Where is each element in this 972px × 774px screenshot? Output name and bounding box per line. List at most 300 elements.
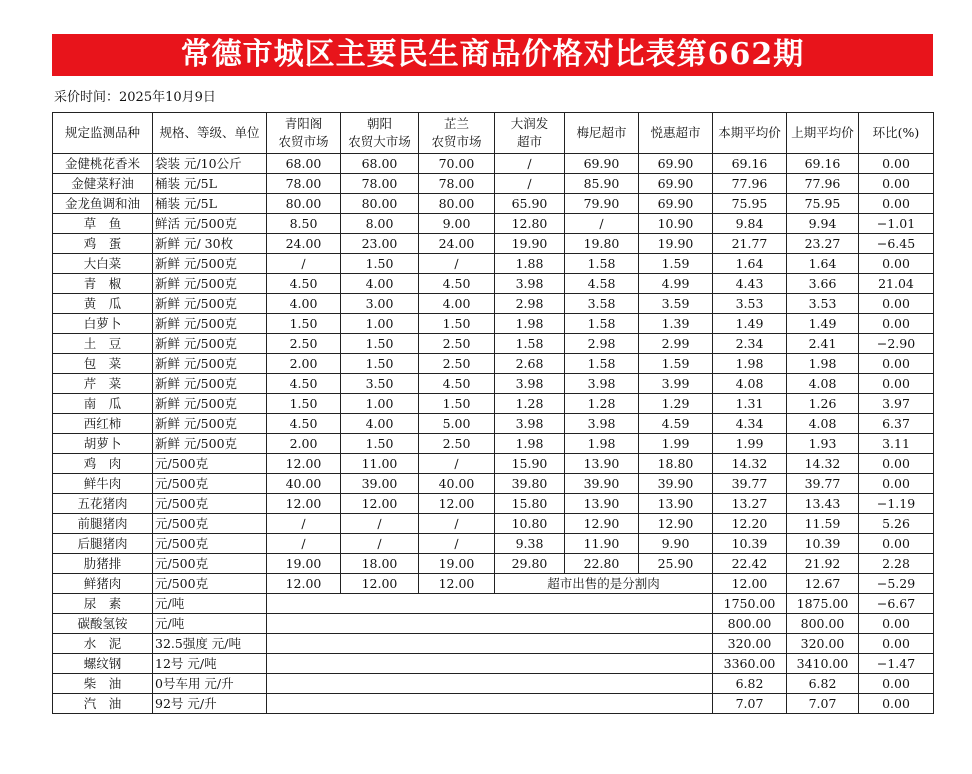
empty-cell [267, 594, 713, 614]
table-cell: 12.90 [565, 514, 639, 534]
table-cell: 3.59 [639, 294, 713, 314]
table-cell: 2.00 [267, 434, 341, 454]
table-cell: 1.98 [495, 434, 565, 454]
table-cell: 2.00 [267, 354, 341, 374]
table-cell: 80.00 [267, 194, 341, 214]
table-cell: 4.50 [419, 374, 495, 394]
table-cell: 1.26 [787, 394, 859, 414]
table-cell: 5.26 [859, 514, 934, 534]
table-cell: ∕ [419, 534, 495, 554]
table-cell: 77.96 [713, 174, 787, 194]
table-cell: 1.29 [639, 394, 713, 414]
table-cell: 1.88 [495, 254, 565, 274]
item-name: 后腿猪肉 [53, 534, 153, 554]
table-cell: 14.32 [713, 454, 787, 474]
column-header: 上期平均价 [787, 113, 859, 154]
table-cell: 1.58 [565, 354, 639, 374]
table-cell: 39.77 [787, 474, 859, 494]
table-cell: 3.11 [859, 434, 934, 454]
table-cell: 1.59 [639, 254, 713, 274]
table-cell: 65.90 [495, 194, 565, 214]
table-cell: 4.50 [267, 274, 341, 294]
table-cell: 2.50 [419, 354, 495, 374]
table-cell: 39.77 [713, 474, 787, 494]
table-cell: 19.00 [267, 554, 341, 574]
table-row [53, 514, 934, 534]
table-cell: 0.00 [859, 534, 934, 554]
table-cell: 9.90 [639, 534, 713, 554]
table-cell: 11.59 [787, 514, 859, 534]
column-header: 朝阳 农贸大市场 [341, 113, 419, 154]
item-name: 鲜牛肉 [53, 474, 153, 494]
table-cell: 80.00 [341, 194, 419, 214]
table-cell: 92号 元/升 [153, 694, 267, 714]
table-cell: 1.28 [565, 394, 639, 414]
table-cell: 2.34 [713, 334, 787, 354]
table-cell: 21.77 [713, 234, 787, 254]
table-cell: 7.07 [787, 694, 859, 714]
table-cell: 12.00 [341, 494, 419, 514]
table-cell: 13.90 [565, 454, 639, 474]
table-cell: −5.29 [859, 574, 934, 594]
table-cell: ∕ [495, 154, 565, 174]
table-row [53, 554, 934, 574]
table-cell: 6.37 [859, 414, 934, 434]
table-cell: 9.38 [495, 534, 565, 554]
table-cell: 元/500克 [153, 514, 267, 534]
table-cell: 2.50 [419, 334, 495, 354]
table-cell: 1.99 [639, 434, 713, 454]
price-table [52, 112, 934, 714]
table-cell: 69.90 [639, 154, 713, 174]
table-cell: 69.16 [787, 154, 859, 174]
item-name: 芹 菜 [53, 374, 153, 394]
table-cell: 79.90 [565, 194, 639, 214]
table-cell: 1.98 [565, 434, 639, 454]
table-cell: 新鲜 元/500克 [153, 394, 267, 414]
table-cell: 21.04 [859, 274, 934, 294]
table-cell: 1.58 [495, 334, 565, 354]
table-cell: 元/500克 [153, 534, 267, 554]
table-cell: 2.41 [787, 334, 859, 354]
item-name: 大白菜 [53, 254, 153, 274]
table-cell: 39.90 [639, 474, 713, 494]
table-row [53, 614, 934, 634]
table-cell: 40.00 [419, 474, 495, 494]
table-cell: 18.80 [639, 454, 713, 474]
item-name: 柴 油 [53, 674, 153, 694]
column-header: 悦惠超市 [639, 113, 713, 154]
empty-cell [267, 654, 713, 674]
table-cell: 2.99 [639, 334, 713, 354]
table-cell: 0.00 [859, 374, 934, 394]
supermarket-note: 超市出售的是分割肉 [495, 574, 713, 594]
table-cell: 22.42 [713, 554, 787, 574]
item-name: 螺纹钢 [53, 654, 153, 674]
column-header: 梅尼超市 [565, 113, 639, 154]
table-cell: −6.45 [859, 234, 934, 254]
table-cell: 8.50 [267, 214, 341, 234]
item-name: 金健菜籽油 [53, 174, 153, 194]
table-cell: 6.82 [713, 674, 787, 694]
table-cell: 22.80 [565, 554, 639, 574]
table-cell: ∕ [495, 174, 565, 194]
table-cell: 2.50 [419, 434, 495, 454]
table-cell: 12.00 [419, 494, 495, 514]
table-cell: 1.98 [495, 314, 565, 334]
table-cell: 7.07 [713, 694, 787, 714]
table-cell: ∕ [341, 514, 419, 534]
table-cell: 1.64 [787, 254, 859, 274]
table-cell: ∕ [565, 214, 639, 234]
table-cell: 1.93 [787, 434, 859, 454]
table-cell: 3.66 [787, 274, 859, 294]
table-cell: −1.01 [859, 214, 934, 234]
table-cell: 袋装 元/10公斤 [153, 154, 267, 174]
table-cell: 3.58 [565, 294, 639, 314]
table-cell: 9.94 [787, 214, 859, 234]
table-cell: 12.00 [341, 574, 419, 594]
table-cell: 1.50 [341, 354, 419, 374]
table-cell: 24.00 [267, 234, 341, 254]
table-cell: 3.98 [495, 374, 565, 394]
table-cell: 14.32 [787, 454, 859, 474]
column-header: 环比(%) [859, 113, 934, 154]
table-row [53, 494, 934, 514]
table-cell: 77.96 [787, 174, 859, 194]
table-cell: 0.00 [859, 674, 934, 694]
item-name: 金龙鱼调和油 [53, 194, 153, 214]
table-cell: 4.34 [713, 414, 787, 434]
item-name: 南 瓜 [53, 394, 153, 414]
table-cell: 元/500克 [153, 454, 267, 474]
table-row [53, 654, 934, 674]
table-cell: 1.50 [267, 314, 341, 334]
table-cell: −1.19 [859, 494, 934, 514]
table-cell: 18.00 [341, 554, 419, 574]
table-cell: 0.00 [859, 354, 934, 374]
table-cell: 1.39 [639, 314, 713, 334]
table-cell: 10.39 [787, 534, 859, 554]
column-header: 规定监测品种 [53, 113, 153, 154]
table-cell: ∕ [341, 534, 419, 554]
table-cell: 新鲜 元/500克 [153, 414, 267, 434]
table-cell: 1.58 [565, 314, 639, 334]
table-cell: 1.50 [267, 394, 341, 414]
table-cell: 5.00 [419, 414, 495, 434]
table-cell: 19.80 [565, 234, 639, 254]
table-cell: 13.43 [787, 494, 859, 514]
table-cell: ∕ [267, 514, 341, 534]
item-name: 白萝卜 [53, 314, 153, 334]
table-cell: 13.27 [713, 494, 787, 514]
table-cell: 10.90 [639, 214, 713, 234]
table-cell: 1.28 [495, 394, 565, 414]
table-cell: 3410.00 [787, 654, 859, 674]
table-cell: 1.50 [419, 394, 495, 414]
column-header: 青阳阁 农贸市场 [267, 113, 341, 154]
table-cell: 1.31 [713, 394, 787, 414]
item-name: 包 菜 [53, 354, 153, 374]
table-cell: 2.28 [859, 554, 934, 574]
table-cell: 12.00 [267, 574, 341, 594]
empty-cell [267, 614, 713, 634]
table-cell: 0.00 [859, 314, 934, 334]
table-cell: 69.90 [639, 194, 713, 214]
table-cell: 15.80 [495, 494, 565, 514]
item-name: 尿 素 [53, 594, 153, 614]
table-row [53, 194, 934, 214]
header-row [53, 113, 934, 154]
table-cell: 新鲜 元/500克 [153, 334, 267, 354]
table-row [53, 254, 934, 274]
table-cell: 0.00 [859, 294, 934, 314]
item-name: 肋猪排 [53, 554, 153, 574]
table-cell: 4.08 [787, 414, 859, 434]
table-cell: 69.90 [639, 174, 713, 194]
table-row [53, 434, 934, 454]
table-row [53, 534, 934, 554]
table-cell: 80.00 [419, 194, 495, 214]
item-name: 五花猪肉 [53, 494, 153, 514]
table-cell: 800.00 [787, 614, 859, 634]
table-cell: ∕ [419, 454, 495, 474]
table-cell: 24.00 [419, 234, 495, 254]
table-cell: 75.95 [787, 194, 859, 214]
table-cell: 0号车用 元/升 [153, 674, 267, 694]
table-cell: 4.99 [639, 274, 713, 294]
table-cell: 新鲜 元/ 30枚 [153, 234, 267, 254]
table-cell: 元/吨 [153, 594, 267, 614]
table-cell: 1.00 [341, 394, 419, 414]
item-name: 黄 瓜 [53, 294, 153, 314]
table-cell: 68.00 [267, 154, 341, 174]
item-name: 青 椒 [53, 274, 153, 294]
table-cell: 8.00 [341, 214, 419, 234]
table-cell: 3.53 [713, 294, 787, 314]
table-cell: 39.90 [565, 474, 639, 494]
table-cell: 19.90 [639, 234, 713, 254]
table-cell: 元/500克 [153, 554, 267, 574]
table-cell: 1.99 [713, 434, 787, 454]
table-cell: 19.90 [495, 234, 565, 254]
table-row [53, 674, 934, 694]
table-row [53, 314, 934, 334]
table-cell: 3.98 [565, 374, 639, 394]
table-cell: 0.00 [859, 254, 934, 274]
table-cell: 1.50 [419, 314, 495, 334]
table-row [53, 374, 934, 394]
table-cell: 0.00 [859, 614, 934, 634]
table-cell: 元/吨 [153, 614, 267, 634]
table-cell: 新鲜 元/500克 [153, 314, 267, 334]
table-cell: 2.98 [495, 294, 565, 314]
table-cell: 1750.00 [713, 594, 787, 614]
item-name: 金健桃花香米 [53, 154, 153, 174]
table-cell: 1.64 [713, 254, 787, 274]
table-cell: 新鲜 元/500克 [153, 254, 267, 274]
table-cell: 78.00 [267, 174, 341, 194]
table-row [53, 394, 934, 414]
table-row [53, 574, 934, 594]
item-name: 胡萝卜 [53, 434, 153, 454]
table-cell: 4.08 [713, 374, 787, 394]
table-cell: 4.50 [267, 414, 341, 434]
table-cell: 12.00 [713, 574, 787, 594]
table-cell: 19.00 [419, 554, 495, 574]
table-cell: 32.5强度 元/吨 [153, 634, 267, 654]
table-cell: 69.90 [565, 154, 639, 174]
table-cell: −2.90 [859, 334, 934, 354]
table-cell: 12.80 [495, 214, 565, 234]
table-cell: 1.50 [341, 334, 419, 354]
item-name: 碳酸氢铵 [53, 614, 153, 634]
table-cell: ∕ [419, 254, 495, 274]
table-row [53, 634, 934, 654]
table-cell: 12号 元/吨 [153, 654, 267, 674]
table-cell: 0.00 [859, 474, 934, 494]
table-cell: 1.50 [341, 434, 419, 454]
table-cell: 12.90 [639, 514, 713, 534]
table-row [53, 174, 934, 194]
table-cell: 12.20 [713, 514, 787, 534]
table-cell: 3360.00 [713, 654, 787, 674]
table-row [53, 594, 934, 614]
column-header: 本期平均价 [713, 113, 787, 154]
table-cell: 2.98 [565, 334, 639, 354]
item-name: 水 泥 [53, 634, 153, 654]
table-cell: 3.97 [859, 394, 934, 414]
table-cell: 75.95 [713, 194, 787, 214]
page-title: 常德市城区主要民生商品价格对比表第662期 [52, 34, 933, 76]
table-cell: 0.00 [859, 154, 934, 174]
table-cell: 11.90 [565, 534, 639, 554]
table-cell: 3.98 [495, 414, 565, 434]
table-cell: 0.00 [859, 174, 934, 194]
table-cell: 4.43 [713, 274, 787, 294]
table-row [53, 474, 934, 494]
table-cell: 13.90 [639, 494, 713, 514]
table-cell: 1.98 [787, 354, 859, 374]
table-cell: 40.00 [267, 474, 341, 494]
table-cell: 12.00 [419, 574, 495, 594]
table-cell: 桶装 元/5L [153, 194, 267, 214]
table-cell: 新鲜 元/500克 [153, 294, 267, 314]
table-cell: 68.00 [341, 154, 419, 174]
table-cell: ∕ [267, 534, 341, 554]
table-cell: −1.47 [859, 654, 934, 674]
table-cell: 12.67 [787, 574, 859, 594]
table-cell: 1.00 [341, 314, 419, 334]
empty-cell [267, 634, 713, 654]
table-row [53, 274, 934, 294]
table-cell: ∕ [267, 254, 341, 274]
item-name: 鸡 蛋 [53, 234, 153, 254]
table-row [53, 154, 934, 174]
table-cell: 4.59 [639, 414, 713, 434]
table-cell: 4.50 [419, 274, 495, 294]
table-cell: 13.90 [565, 494, 639, 514]
table-cell: 4.00 [267, 294, 341, 314]
table-cell: 39.00 [341, 474, 419, 494]
table-cell: ∕ [419, 514, 495, 534]
table-row [53, 354, 934, 374]
table-cell: 800.00 [713, 614, 787, 634]
table-cell: 2.68 [495, 354, 565, 374]
table-row [53, 234, 934, 254]
table-cell: 9.84 [713, 214, 787, 234]
column-header: 规格、等级、单位 [153, 113, 267, 154]
table-row [53, 414, 934, 434]
table-cell: 320.00 [787, 634, 859, 654]
table-cell: 1875.00 [787, 594, 859, 614]
table-cell: 元/500克 [153, 574, 267, 594]
table-cell: 69.16 [713, 154, 787, 174]
table-cell: 3.00 [341, 294, 419, 314]
table-cell: 15.90 [495, 454, 565, 474]
column-header: 大润发 超市 [495, 113, 565, 154]
table-cell: 320.00 [713, 634, 787, 654]
item-name: 前腿猪肉 [53, 514, 153, 534]
empty-cell [267, 694, 713, 714]
table-cell: 3.99 [639, 374, 713, 394]
item-name: 西红柿 [53, 414, 153, 434]
table-cell: 4.00 [419, 294, 495, 314]
item-name: 汽 油 [53, 694, 153, 714]
column-header: 芷兰 农贸市场 [419, 113, 495, 154]
table-cell: 新鲜 元/500克 [153, 354, 267, 374]
empty-cell [267, 674, 713, 694]
table-cell: 85.90 [565, 174, 639, 194]
table-row [53, 214, 934, 234]
table-cell: 4.50 [267, 374, 341, 394]
table-cell: 3.53 [787, 294, 859, 314]
table-row [53, 694, 934, 714]
table-cell: 11.00 [341, 454, 419, 474]
item-name: 土 豆 [53, 334, 153, 354]
table-cell: 1.49 [713, 314, 787, 334]
table-cell: 0.00 [859, 454, 934, 474]
item-name: 草 鱼 [53, 214, 153, 234]
table-cell: 78.00 [341, 174, 419, 194]
table-cell: 78.00 [419, 174, 495, 194]
item-name: 鸡 肉 [53, 454, 153, 474]
table-cell: 元/500克 [153, 474, 267, 494]
table-cell: 1.98 [713, 354, 787, 374]
table-cell: 12.00 [267, 454, 341, 474]
table-cell: 元/500克 [153, 494, 267, 514]
table-cell: 3.98 [495, 274, 565, 294]
table-cell: 4.00 [341, 274, 419, 294]
table-cell: −6.67 [859, 594, 934, 614]
table-cell: 12.00 [267, 494, 341, 514]
table-cell: 0.00 [859, 694, 934, 714]
collection-date: 采价时间：2025年10月9日 [54, 90, 216, 105]
table-cell: 4.58 [565, 274, 639, 294]
table-cell: 新鲜 元/500克 [153, 274, 267, 294]
table-row [53, 294, 934, 314]
table-cell: 桶装 元/5L [153, 174, 267, 194]
table-cell: 70.00 [419, 154, 495, 174]
item-name: 鲜猪肉 [53, 574, 153, 594]
table-cell: 0.00 [859, 194, 934, 214]
table-cell: 10.39 [713, 534, 787, 554]
table-row [53, 334, 934, 354]
table-cell: 4.00 [341, 414, 419, 434]
table-cell: 39.80 [495, 474, 565, 494]
table-cell: 1.58 [565, 254, 639, 274]
table-cell: 1.49 [787, 314, 859, 334]
